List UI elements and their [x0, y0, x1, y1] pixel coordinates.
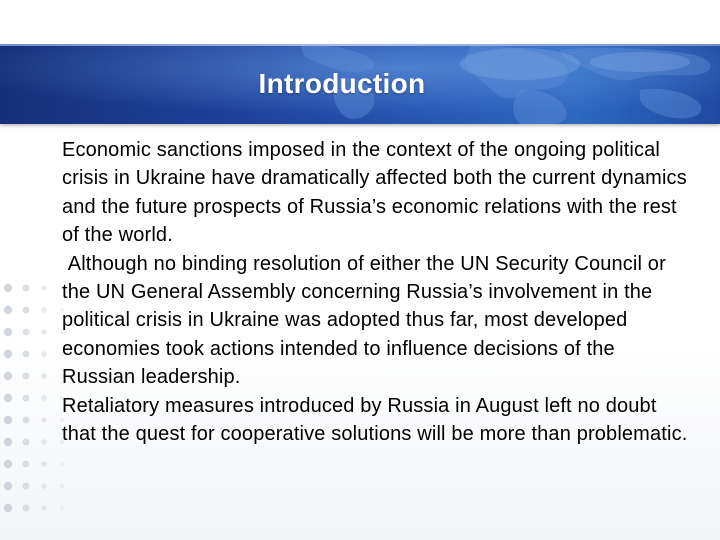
- pattern-dot: [4, 438, 12, 446]
- pattern-dot: [41, 439, 47, 445]
- pattern-dot: [23, 329, 30, 336]
- pattern-dot: [4, 306, 12, 314]
- pattern-dot: [23, 373, 30, 380]
- pattern-dot: [41, 285, 47, 291]
- pattern-dot: [23, 417, 30, 424]
- pattern-dot: [60, 484, 64, 488]
- pattern-dot: [23, 461, 30, 468]
- pattern-dot: [23, 307, 30, 314]
- pattern-dot: [60, 462, 64, 466]
- paragraph-un-resolution: Although no binding resolution of either the UN Security Council or the UN General Assembly concerning Russia’s involvement in the political crisis in Ukraine was adopted thus far, most developed economies took actions intended to influence decisions of the Russian leadership.: [62, 252, 672, 389]
- pattern-dot: [4, 372, 12, 380]
- pattern-dot: [4, 416, 12, 424]
- banner-top-edge: [0, 44, 720, 46]
- slide-title: Introduction: [258, 68, 426, 99]
- paragraph-sanctions: Economic sanctions imposed in the context of the ongoing political crisis in Ukraine have dramatically affected both the current dynamics and the future prospects of Russia’s economic relations with the rest of the world.: [62, 139, 687, 247]
- pattern-dot: [41, 351, 47, 357]
- pattern-dot: [4, 460, 12, 468]
- pattern-dot: [60, 506, 64, 510]
- pattern-dot: [4, 350, 12, 358]
- pattern-dot: [4, 328, 12, 336]
- pattern-dot: [4, 482, 12, 490]
- pattern-dot: [23, 395, 30, 402]
- pattern-dot: [41, 505, 47, 511]
- pattern-dot: [41, 373, 47, 379]
- pattern-dot: [4, 284, 12, 292]
- pattern-dot: [23, 439, 30, 446]
- pattern-dot: [41, 417, 47, 423]
- pattern-dot: [4, 394, 12, 402]
- pattern-dot: [23, 285, 30, 292]
- paragraph-retaliatory-measures: Retaliatory measures introduced by Russia in August left no doubt that the quest for cooperative solutions will be more than problematic.: [62, 394, 688, 446]
- pattern-dot: [41, 483, 47, 489]
- pattern-dot: [23, 483, 30, 490]
- pattern-dot: [41, 329, 47, 335]
- title-banner: [0, 44, 720, 124]
- pattern-dot: [41, 307, 47, 313]
- pattern-dot: [4, 504, 12, 512]
- pattern-dot: [23, 505, 30, 512]
- pattern-dot: [23, 351, 30, 358]
- pattern-dot: [41, 395, 47, 401]
- pattern-dot: [41, 461, 47, 467]
- slide-body: [62, 136, 692, 448]
